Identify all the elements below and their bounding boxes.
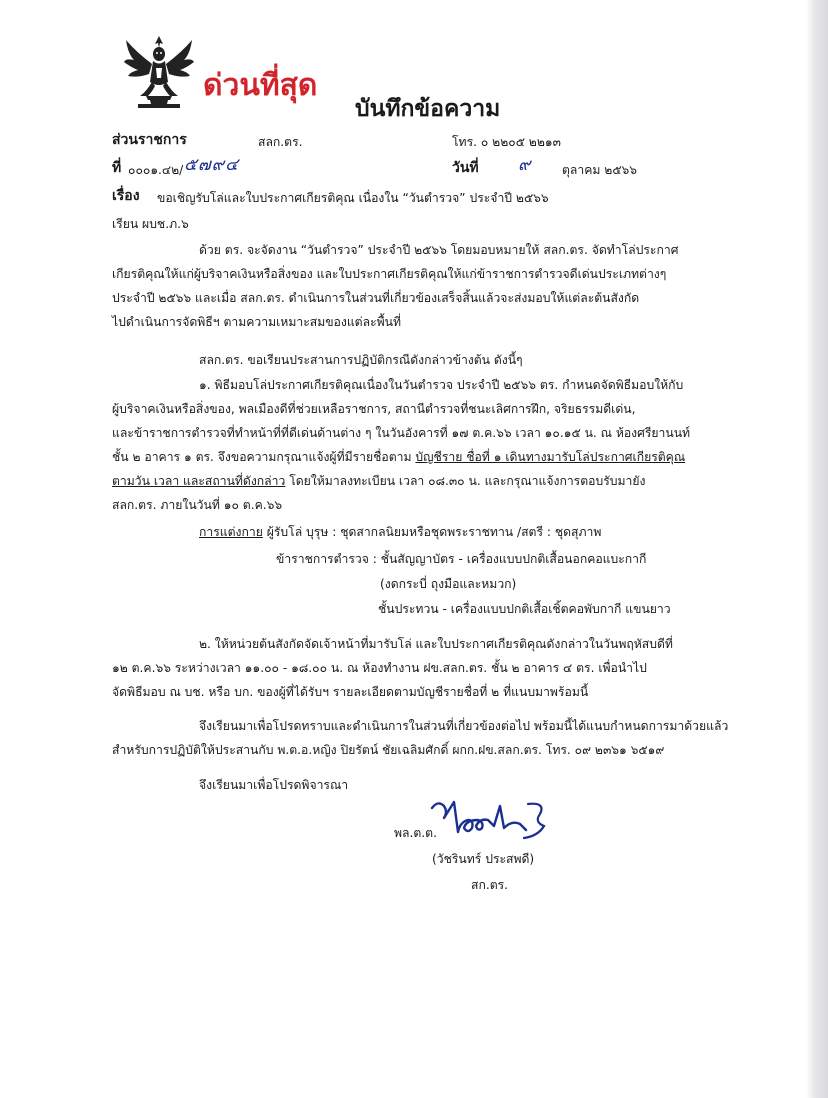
item1-line2: ผู้บริจาคเงินหรือสิ่งของ, พลเมืองดีที่ช่วยเหลือราชการ, สถานีตำรวจที่ชนะเลิศการฝึก, จริยธรรมดีเด่น,: [112, 402, 636, 416]
item1-line4: [112, 449, 685, 465]
dress-line1: [199, 524, 601, 540]
item1-line3: และข้าราชการตำรวจที่ทำหน้าที่ที่ดีเด่นด้านต่าง ๆ ในวันอังคารที่ ๑๗ ต.ค.๖๖ เวลา ๑๐.๑๕ น. ณ ห้องศรียานนท์: [112, 426, 691, 440]
agency-value: สลก.ตร.: [258, 135, 303, 149]
signer-rank: พล.ต.ต.: [394, 826, 437, 840]
urgent-stamp: ด่วนที่สุด: [203, 68, 318, 103]
dress-line3: (งดกระบี่ ถุงมือและหมวก): [380, 577, 517, 591]
dress-label: การแต่งกาย: [199, 525, 263, 539]
signer-name: (วัชรินทร์ ประสพดี): [432, 852, 535, 866]
subject-value: ขอเชิญรับโล่และใบประกาศเกียรติคุณ เนื่องใน “วันตำรวจ” ประจำปี ๒๕๖๖: [157, 191, 549, 205]
para2: สลก.ตร. ขอเรียนประสานการปฏิบัติกรณีดังกล่าวข้างต้น ดังนี้ๆ: [199, 353, 523, 367]
recipient: เรียน ผบช.ภ.๖: [112, 217, 189, 231]
para3-line2: สำหรับการปฏิบัติให้ประสานกับ พ.ต.อ.หญิง ปิยรัตน์ ชัยเฉลิมศักดิ์ ผกก.ฝข.สลก.ตร. โทร. ๐๙ ๒๓๖๑ ๖๕๑๙: [112, 743, 665, 757]
phone-value: โทร. ๐ ๒๒๐๕ ๒๒๑๓: [452, 135, 561, 149]
item1-line5-text: โดยให้มาลงทะเบียน เวลา ๐๘.๓๐ น. และกรุณาแจ้งการตอบรับมายัง: [285, 474, 646, 488]
para1-line3: ประจำปี ๒๕๖๖ และเมื่อ สลก.ตร. ดำเนินการในส่วนที่เกี่ยวข้องเสร็จสิ้นแล้วจะส่งมอบให้แต่ละต้นสังกัด: [112, 291, 640, 305]
signer-position: สก.ตร.: [471, 878, 509, 892]
garuda-emblem-icon: [122, 34, 196, 112]
item1-line4-text: ชั้น ๒ อาคาร ๑ ตร. จึงขอความกรุณาแจ้งผู้ที่มีรายชื่อตาม: [112, 450, 416, 464]
agency-label: ส่วนราชการ: [112, 132, 187, 148]
memo-title: บันทึกข้อความ: [355, 96, 501, 122]
item2-line1: ๒. ให้หน่วยต้นสังกัดจัดเจ้าหน้าที่มารับโล่ และใบประกาศเกียรติคุณดังกล่าวในวันพฤหัสบดีที่: [199, 637, 673, 651]
item1-line1: ๑. พิธีมอบโล่ประกาศเกียรติคุณเนื่องในวันตำรวจ ประจำปี ๒๕๖๖ ตร. กำหนดจัดพิธีมอบให้กับ: [199, 378, 684, 392]
ref-label: ที่: [112, 160, 122, 176]
closing-line: จึงเรียนมาเพื่อโปรดพิจารณา: [199, 778, 349, 792]
dress-line2: ข้าราชการตำรวจ : ชั้นสัญญาบัตร - เครื่องแบบปกติเสื้อนอกคอแบะกากี: [276, 552, 647, 566]
date-day-handwritten: ๙: [518, 155, 532, 175]
handwritten-signature: [428, 796, 556, 846]
item2-line2: ๑๒ ต.ค.๖๖ ระหว่างเวลา ๑๑.๐๐ - ๑๘.๐๐ น. ณ ห้องทำงาน ฝข.สลก.ตร. ชั้น ๒ อาคาร ๔ ตร. เพื่อนำไป: [112, 661, 647, 675]
dress-line4: ชั้นประทวน - เครื่องแบบปกติเสื้อเชิ้ตคอพับกากี แขนยาว: [378, 602, 671, 616]
para1-line1: ด้วย ตร. จะจัดงาน “วันตำรวจ” ประจำปี ๒๕๖๖ โดยมอบหมายให้ สลก.ตร. จัดทำโล่ประกาศ: [199, 243, 679, 257]
date-month-year: ตุลาคม ๒๕๖๖: [562, 163, 638, 177]
para1-line2: เกียรติคุณให้แก่ผู้บริจาคเงินหรือสิ่งของ และใบประกาศเกียรติคุณให้แก่ข้าราชการตำรวจดีเด่นประเภทต่างๆ: [112, 267, 667, 281]
item2-line3: จัดพิธีมอบ ณ บช. หรือ บก. ของผู้ที่ได้รับฯ รายละเอียดตามบัญชีรายชื่อที่ ๒ ที่แนบมาพร้อมนี้: [112, 685, 589, 699]
para1-line4: ไปดำเนินการจัดพิธีฯ ตามความเหมาะสมของแต่ละพื้นที่: [112, 315, 402, 329]
item1-line5: [112, 473, 645, 489]
item1-line5-underlined: ตามวัน เวลา และสถานที่ดังกล่าว: [112, 474, 286, 488]
dress-text1: ผู้รับโล่ บุรุษ : ชุดสากลนิยมหรือชุดพระราชทาน /สตรี : ชุดสุภาพ: [262, 525, 602, 539]
ref-prefix: ๐๐๐๑.๔๒/: [128, 163, 184, 177]
item1-line4-underlined: บัญชีราย ชื่อที่ ๑ เดินทางมารับโล่ประกาศเกียรติคุณ: [415, 450, 686, 464]
item1-line6: สลก.ตร. ภายในวันที่ ๑๐ ต.ค.๖๖: [112, 498, 283, 512]
subject-label: เรื่อง: [112, 188, 140, 204]
date-label: วันที่: [452, 160, 479, 176]
para3-line1: จึงเรียนมาเพื่อโปรดทราบและดำเนินการในส่วนที่เกี่ยวข้องต่อไป พร้อมนี้ได้แนบกำหนดการมาด้วยแล้ว: [199, 719, 729, 733]
ref-number-handwritten: ๕๗๙๔: [184, 155, 239, 175]
page-edge-shadow: [806, 0, 828, 1098]
